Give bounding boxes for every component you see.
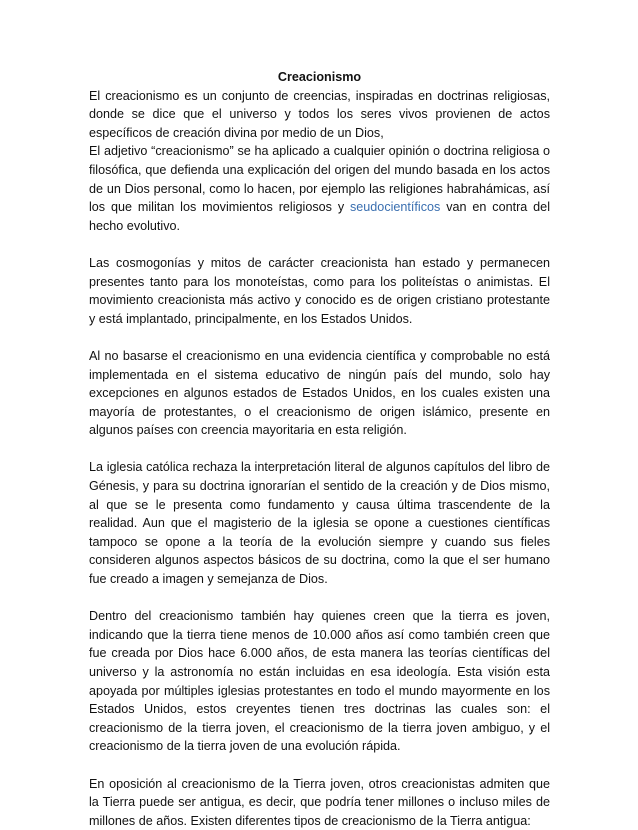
seudocientificos-link[interactable]: seudocientíficos bbox=[350, 200, 441, 215]
paragraph-1 bbox=[89, 87, 550, 236]
document-body bbox=[89, 68, 550, 830]
paragraph-1-line-1: El creacionismo es un conjunto de creencias, inspiradas en doctrinas religiosas, donde se dice que el universo y todos los seres vivos provienen de actos específicos de creación divina por medio de un Dios, bbox=[89, 88, 550, 140]
paragraph-1-tail: van en contra del hecho evolutivo. bbox=[89, 200, 550, 233]
paragraph-4: La iglesia católica rechaza la interpretación literal de algunos capítulos del libro de Génesis, y para su doctrina ignorarían el sentido de la creación y de Dios mismo, al que se le presenta como fundamento y causa última trascendente de la realidad. Aun que el magisterio de la iglesia se opone a cuestiones científicas tampoco se opone a la teoría de la evolución siempre y cuando sus fieles consideren algunos aspectos básicos de su doctrina, como la que el ser humano fue creado a imagen y semejanza de Dios. bbox=[89, 460, 550, 587]
paragraph-2: Las cosmogonías y mitos de carácter creacionista han estado y permanecen presentes tanto para los monoteístas, como para los politeístas o animistas. El movimiento creacionista más activo y conocido es de origen cristiano protestante y está implantado, principalmente, en los Estados Unidos. bbox=[89, 255, 550, 326]
paragraph-6: En oposición al creacionismo de la Tierra joven, otros creacionistas admiten que la Tierra puede ser antigua, es decir, que podría tener millones o incluso miles de millones de años. Existen diferentes tipos de creacionismo de la Tierra antigua: bbox=[89, 776, 550, 828]
document-title: Creacionismo bbox=[277, 70, 362, 84]
paragraph-5: Dentro del creacionismo también hay quienes creen que la tierra es joven, indicando que la tierra tiene menos de 10.000 años así como también creen que fue creada por Dios hace 6.000 años, de esta manera las teorías científicas del universo y la astronomía no están incluidas en esa ideología. Esta visión esta apoyada por múltiples iglesias protestantes en todo el mundo mayormente en los Estados Unidos, estos creyentes tienen tres doctrinas las cuales son: el creacionismo de la tierra joven, el creacionismo de la tierra joven ambiguo, y el creacionismo de la tierra joven de una evolución rápida. bbox=[89, 609, 550, 754]
paragraph-3: Al no basarse el creacionismo en una evidencia científica y comprobable no está implementada en el sistema educativo de ningún país del mundo, solo hay excepciones en algunos estados de Estados Unidos, en los cuales existen una mayoría de protestantes, o el creacionismo de origen islámico, presente en algunos países con creencia mayoritaria en esta religión. bbox=[89, 348, 550, 438]
paragraph-1-line-2-text: El adjetivo “creacionismo” se ha aplicado a cualquier opinión o doctrina religiosa o filosófica, que defienda una explicación del origen del mundo basada en los actos de un Dios personal, como lo hacen, por ejemplo las religiones habrahámicas, así los que militan los movimientos religiosos y bbox=[89, 144, 550, 215]
paragraph-1-line-2 bbox=[89, 142, 550, 235]
